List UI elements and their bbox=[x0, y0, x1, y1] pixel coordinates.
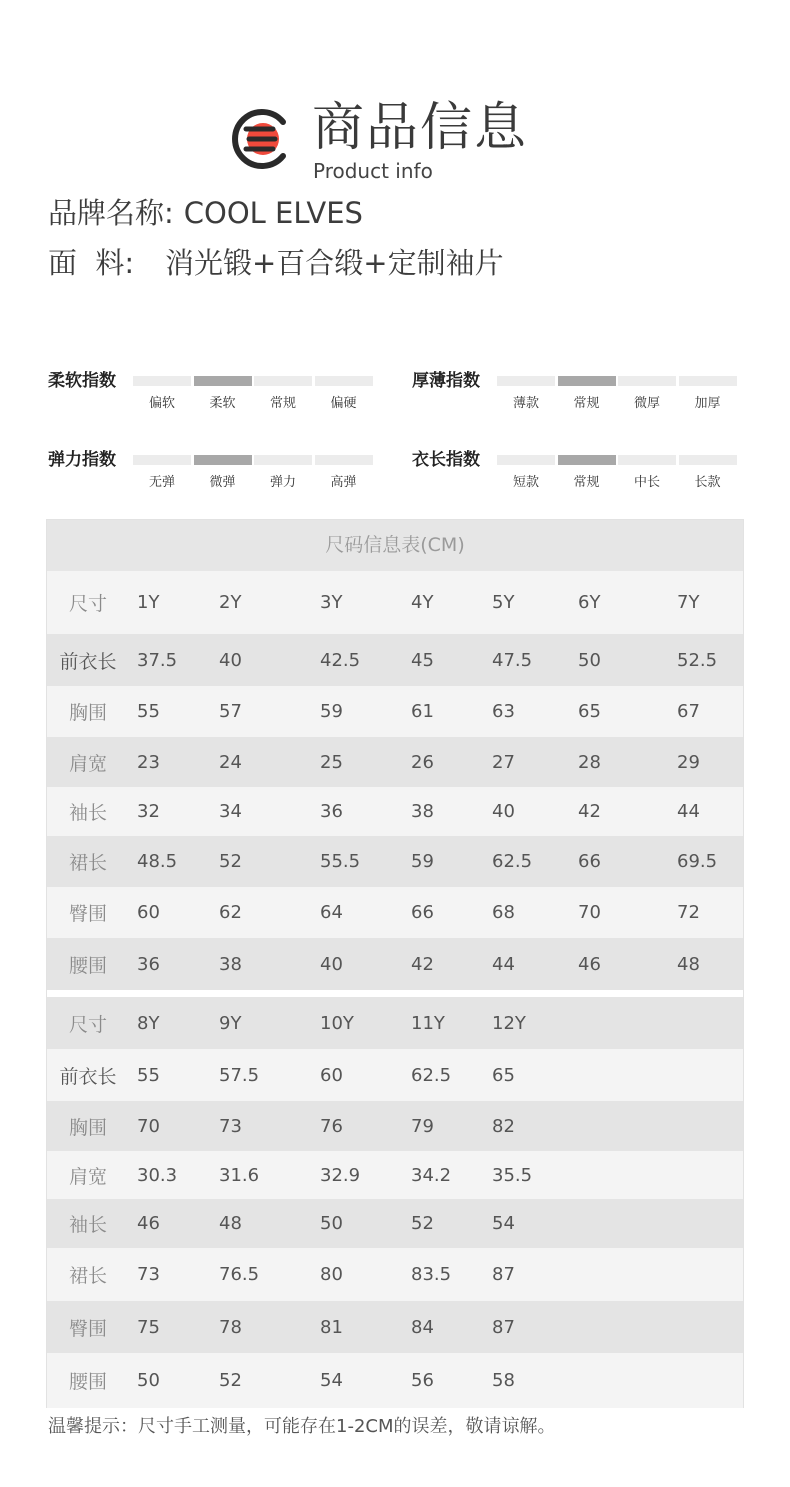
table-cell: 48.5 bbox=[137, 851, 178, 872]
index-segment bbox=[618, 455, 676, 465]
row-label: 腰围 bbox=[68, 1371, 107, 1393]
table-cell: 81 bbox=[320, 1316, 343, 1338]
index-option-label: 长款 bbox=[694, 475, 721, 490]
table-row bbox=[47, 1151, 743, 1199]
row-label: 袖长 bbox=[68, 1214, 107, 1236]
table-cell: 59 bbox=[411, 851, 434, 872]
brand-row bbox=[48, 193, 363, 233]
index-label: 衣长指数 bbox=[412, 450, 480, 470]
index-option-label: 高弹 bbox=[330, 475, 357, 490]
table-cell: 61 bbox=[411, 701, 434, 722]
index-label: 厚薄指数 bbox=[412, 371, 480, 391]
size-table bbox=[46, 519, 744, 1408]
table-cell: 56 bbox=[411, 1370, 434, 1391]
table-cell: 68 bbox=[492, 902, 515, 923]
table-cell: 54 bbox=[492, 1213, 515, 1234]
index-segment-selected bbox=[194, 455, 252, 465]
table-row bbox=[47, 1101, 743, 1151]
table-cell: 42 bbox=[578, 801, 601, 822]
table-cell: 42.5 bbox=[320, 649, 361, 671]
table-row bbox=[47, 1301, 743, 1353]
table-cell: 12Y bbox=[492, 1012, 526, 1034]
table-cell: 36 bbox=[320, 801, 343, 822]
table-row bbox=[47, 1049, 743, 1101]
table-cell: 66 bbox=[411, 902, 434, 923]
size-header-row bbox=[47, 571, 743, 634]
index-option-label: 常规 bbox=[573, 475, 600, 490]
table-cell: 87 bbox=[492, 1316, 515, 1338]
page-subtitle: Product info bbox=[313, 159, 433, 183]
table-cell: 2Y bbox=[219, 592, 242, 613]
table-cell: 52.5 bbox=[677, 649, 718, 671]
index-segment bbox=[254, 455, 312, 465]
table-row bbox=[47, 938, 743, 990]
row-label: 前衣长 bbox=[59, 1065, 117, 1088]
index-scale bbox=[133, 376, 373, 411]
index-option-label: 常规 bbox=[573, 396, 600, 411]
table-cell: 4Y bbox=[411, 592, 434, 613]
table-cell: 44 bbox=[677, 801, 700, 822]
index-option-label: 常规 bbox=[269, 396, 296, 411]
circle-e-logo-icon bbox=[229, 108, 295, 170]
table-cell: 5Y bbox=[492, 592, 515, 613]
table-cell: 60 bbox=[137, 902, 160, 923]
index-scale bbox=[497, 376, 737, 411]
index-option-label: 加厚 bbox=[694, 396, 721, 411]
table-cell: 54 bbox=[320, 1370, 343, 1391]
table-cell: 83.5 bbox=[411, 1264, 452, 1285]
table-cell: 24 bbox=[219, 751, 242, 773]
table-cell: 11Y bbox=[411, 1012, 445, 1034]
table-cell: 38 bbox=[411, 801, 434, 822]
table-cell: 67 bbox=[677, 701, 700, 722]
brand-label: 品牌名称: bbox=[48, 196, 174, 230]
table-cell: 34.2 bbox=[411, 1164, 452, 1186]
table-cell: 65 bbox=[578, 701, 601, 722]
row-label: 胸围 bbox=[68, 1116, 107, 1139]
index-option-label: 无弹 bbox=[148, 475, 175, 490]
table-cell: 82 bbox=[492, 1115, 515, 1137]
index-segment bbox=[315, 376, 373, 386]
table-cell: 26 bbox=[411, 751, 434, 773]
index-segment-selected bbox=[194, 376, 252, 386]
table-cell: 38 bbox=[219, 953, 242, 975]
table-cell: 55.5 bbox=[320, 851, 361, 872]
table-cell: 87 bbox=[492, 1264, 515, 1285]
table-cell: 65 bbox=[492, 1064, 515, 1086]
table-cell: 76 bbox=[320, 1115, 343, 1137]
table-cell: 29 bbox=[677, 751, 700, 773]
table-cell: 23 bbox=[137, 751, 160, 773]
size-table-title: 尺码信息表(CM) bbox=[47, 520, 743, 571]
row-label: 尺寸 bbox=[68, 1013, 107, 1036]
table-cell: 10Y bbox=[320, 1012, 354, 1034]
table-cell: 73 bbox=[137, 1264, 160, 1285]
row-label: 袖长 bbox=[68, 802, 107, 824]
table-cell: 64 bbox=[320, 902, 343, 923]
row-label: 腰围 bbox=[68, 954, 107, 977]
index-scale bbox=[497, 455, 737, 490]
table-cell: 37.5 bbox=[137, 649, 178, 671]
table-cell: 50 bbox=[320, 1213, 343, 1234]
table-cell: 62 bbox=[219, 902, 242, 923]
row-label: 裙长 bbox=[68, 852, 107, 874]
row-label: 尺寸 bbox=[68, 593, 107, 615]
table-cell: 84 bbox=[411, 1316, 434, 1338]
table-cell: 48 bbox=[677, 953, 700, 975]
index-segment-selected bbox=[558, 455, 616, 465]
table-cell: 52 bbox=[411, 1213, 434, 1234]
table-cell: 32.9 bbox=[320, 1164, 361, 1186]
table-cell: 72 bbox=[677, 902, 700, 923]
index-segment bbox=[679, 376, 737, 386]
table-cell: 42 bbox=[411, 953, 434, 975]
table-cell: 66 bbox=[578, 851, 601, 872]
index-segment bbox=[133, 455, 191, 465]
row-label: 裙长 bbox=[68, 1265, 107, 1287]
table-cell: 79 bbox=[411, 1115, 434, 1137]
table-cell: 40 bbox=[320, 953, 343, 975]
table-cell: 48 bbox=[219, 1213, 242, 1234]
table-cell: 36 bbox=[137, 953, 160, 975]
table-row bbox=[47, 1353, 743, 1408]
fabric-value: 消光锻+百合缎+定制袖片 bbox=[165, 246, 504, 280]
table-cell: 78 bbox=[219, 1316, 242, 1338]
table-cell: 50 bbox=[578, 649, 601, 671]
brand-value: COOL ELVES bbox=[183, 196, 363, 230]
index-segment bbox=[497, 455, 555, 465]
table-cell: 32 bbox=[137, 801, 160, 822]
row-label: 臀围 bbox=[68, 1317, 107, 1340]
group-divider bbox=[47, 990, 743, 997]
table-cell: 47.5 bbox=[492, 649, 533, 671]
table-cell: 55 bbox=[137, 1064, 160, 1086]
table-cell: 31.6 bbox=[219, 1164, 260, 1186]
table-row bbox=[47, 686, 743, 737]
footer-note: 温馨提示：尺寸手工测量，可能存在1-2CM的误差，敬请谅解。 bbox=[48, 1416, 556, 1437]
table-cell: 27 bbox=[492, 751, 515, 773]
table-row bbox=[47, 1248, 743, 1301]
table-cell: 62.5 bbox=[492, 851, 533, 872]
row-label: 肩宽 bbox=[68, 752, 107, 775]
index-option-label: 柔软 bbox=[209, 396, 236, 411]
index-segment-selected bbox=[558, 376, 616, 386]
index-segment bbox=[133, 376, 191, 386]
table-cell: 52 bbox=[219, 1370, 242, 1391]
index-segment bbox=[679, 455, 737, 465]
index-option-label: 薄款 bbox=[512, 396, 539, 411]
index-option-label: 弹力 bbox=[269, 475, 296, 490]
table-cell: 30.3 bbox=[137, 1164, 178, 1186]
index-scale bbox=[133, 455, 373, 490]
table-cell: 35.5 bbox=[492, 1164, 533, 1186]
index-segment bbox=[315, 455, 373, 465]
table-cell: 46 bbox=[137, 1213, 160, 1234]
table-row bbox=[47, 634, 743, 686]
row-label: 胸围 bbox=[68, 702, 107, 724]
table-cell: 55 bbox=[137, 701, 160, 722]
table-cell: 60 bbox=[320, 1064, 343, 1086]
table-cell: 58 bbox=[492, 1370, 515, 1391]
index-option-label: 短款 bbox=[512, 475, 539, 490]
table-cell: 28 bbox=[578, 751, 601, 773]
row-label: 臀围 bbox=[68, 903, 107, 925]
table-cell: 69.5 bbox=[677, 851, 718, 872]
fabric-label: 面 料: bbox=[48, 246, 135, 280]
table-cell: 46 bbox=[578, 953, 601, 975]
table-cell: 62.5 bbox=[411, 1064, 452, 1086]
table-cell: 3Y bbox=[320, 592, 343, 613]
table-cell: 63 bbox=[492, 701, 515, 722]
size-header-row bbox=[47, 997, 743, 1049]
index-segment bbox=[254, 376, 312, 386]
index-option-label: 中长 bbox=[633, 475, 660, 490]
index-segment bbox=[497, 376, 555, 386]
table-cell: 73 bbox=[219, 1115, 242, 1137]
table-cell: 7Y bbox=[677, 592, 700, 613]
index-segment bbox=[618, 376, 676, 386]
table-cell: 50 bbox=[137, 1370, 160, 1391]
table-cell: 57 bbox=[219, 701, 242, 722]
table-cell: 59 bbox=[320, 701, 343, 722]
table-cell: 57.5 bbox=[219, 1064, 260, 1086]
table-cell: 40 bbox=[492, 801, 515, 822]
table-cell: 76.5 bbox=[219, 1264, 260, 1285]
table-cell: 52 bbox=[219, 851, 242, 872]
table-cell: 1Y bbox=[137, 592, 160, 613]
table-row bbox=[47, 737, 743, 787]
page-title: 商品信息 bbox=[312, 98, 529, 158]
table-cell: 34 bbox=[219, 801, 242, 822]
table-cell: 45 bbox=[411, 649, 434, 671]
table-cell: 44 bbox=[492, 953, 515, 975]
table-cell: 40 bbox=[219, 649, 242, 671]
index-option-label: 微弹 bbox=[209, 475, 236, 490]
table-row bbox=[47, 887, 743, 938]
index-label: 柔软指数 bbox=[48, 371, 116, 391]
index-option-label: 微厚 bbox=[633, 396, 660, 411]
table-cell: 70 bbox=[578, 902, 601, 923]
table-cell: 9Y bbox=[219, 1012, 242, 1034]
table-cell: 8Y bbox=[137, 1012, 160, 1034]
table-cell: 75 bbox=[137, 1316, 160, 1338]
table-cell: 80 bbox=[320, 1264, 343, 1285]
index-label: 弹力指数 bbox=[48, 450, 116, 470]
table-row bbox=[47, 1199, 743, 1248]
row-label: 肩宽 bbox=[68, 1165, 107, 1188]
fabric-row bbox=[48, 243, 504, 283]
row-label: 前衣长 bbox=[59, 650, 117, 673]
table-cell: 6Y bbox=[578, 592, 601, 613]
table-cell: 25 bbox=[320, 751, 343, 773]
table-row bbox=[47, 787, 743, 836]
table-cell: 70 bbox=[137, 1115, 160, 1137]
index-option-label: 偏软 bbox=[148, 396, 175, 411]
index-option-label: 偏硬 bbox=[330, 396, 357, 411]
table-row bbox=[47, 836, 743, 887]
